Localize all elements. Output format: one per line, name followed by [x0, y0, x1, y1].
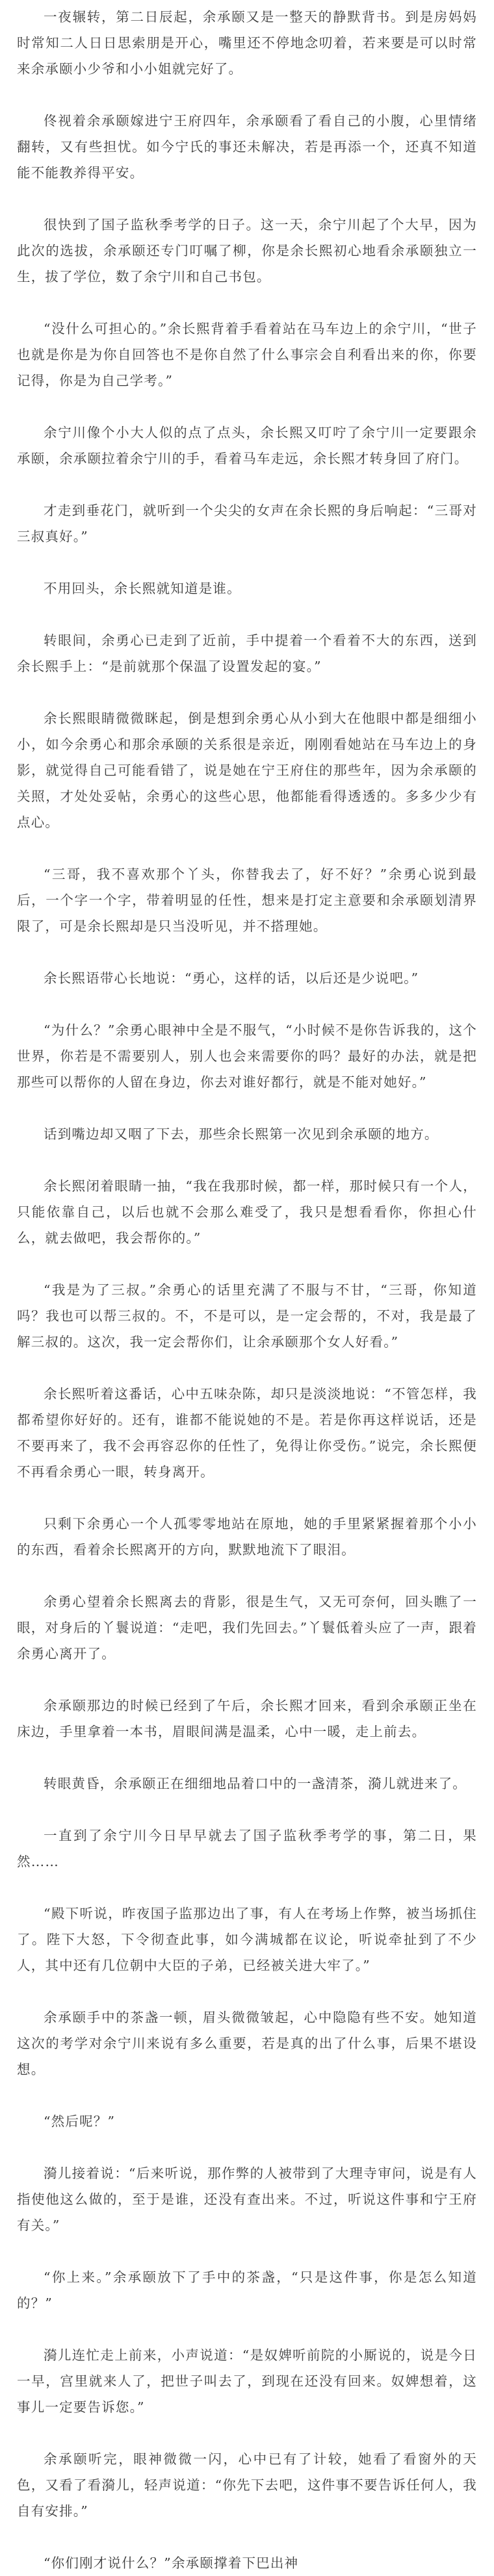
paragraph: “为什么？”余勇心眼神中全是不服气，“小时候不是你告诉我的，这个世界，你若是不需要别人，别人也会来需要你的吗？最好的办法，就是把那些可以帮你的人留在身边，你去对谁好都行，就是不能对她好。” — [17, 1022, 477, 1090]
paragraph: 漪儿连忙走上前来，小声说道：“是奴婢听前院的小厮说的，说是今日一早，宫里就来人了，把世子叫去了，到现在还没有回来。奴婢想着，这事儿一定要告诉您。” — [17, 2347, 477, 2415]
paragraph: 才走到垂花门，就听到一个尖尖的女声在余长熙的身后响起：“三哥对三叔真好。” — [17, 503, 477, 544]
paragraph: 余长熙闭着眼睛一抽，“我在我那时候，都一样，那时候只有一个人，只能依靠自己，以后也就不会那么难受了，我只是想看看你，你担心什么，就去做吧，我会帮你的。” — [17, 1178, 477, 1246]
paragraph: “三哥，我不喜欢那个丫头，你替我去了，好不好？”余勇心说到最后，一个字一个字，带着明显的任性，想来是打定主意要和余承颐划清界限了，可是余长熙却是只当没听见，并不搭理她。 — [17, 866, 477, 934]
paragraph: “你们刚才说什么？”余承颐撑着下巴出神 — [44, 2555, 299, 2571]
paragraph: “殿下听说，昨夜国子监那边出了事，有人在考场上作弊，被当场抓住了。陛下大怒，下令彻查此事，如今满城都在议论，听说牵扯到了不少人，其中还有几位朝中大臣的子弟，已经被关进大牢了。” — [17, 1906, 477, 1973]
paragraph: 漪儿接着说：“后来听说，那作弊的人被带到了大理寺审问，说是有人指使他这么做的，至于是谁，还没有查出来。不过，听说这件事和宁王府有关。” — [17, 2166, 477, 2233]
paragraph: 余长熙眼睛微微眯起，倒是想到余勇心从小到大在他眼中都是细细小小，如今余勇心和那余承颐的关系很是亲近，刚刚看她站在马车边上的身影，就觉得自己可能看错了，说是她在宁王府住的那些年，因为余承颐的关照，才处处妥帖，余勇心的这些心思，他都能看得透透的。多多少少有点心。 — [17, 711, 477, 830]
paragraph: 余承颐听完，眼神微微一闪，心中已有了计较，她看了看窗外的天色，又看了看漪儿，轻声说道：“你先下去吧，这件事不要告诉任何人，我自有安排。” — [17, 2451, 477, 2519]
paragraph: “你上来。”余承颐放下了手中的茶盏，“只是这件事，你是怎么知道的？” — [17, 2269, 477, 2311]
paragraph: 余宁川像个小大人似的点了点头，余长熙又叮咛了余宁川一定要跟余承颐，余承颐拉着余宁川的手，看着马车走远，余长熙才转身回了府门。 — [17, 425, 477, 466]
paragraph: 一夜辗转，第二日辰起，余承颐又是一整天的静默背书。到是房妈妈时常知二人日日思索朋是开心，嘴里还不停地念叨着，若来要是可以时常来余承颐小少爷和小小姐就完好了。 — [17, 9, 477, 77]
paragraph: 余承颐那边的时候已经到了午后，余长熙才回来，看到余承颐正坐在床边，手里拿着一本书，眉眼间满是温柔，心中一暖，走上前去。 — [17, 1698, 477, 1739]
paragraph: “然后呢？” — [44, 2114, 116, 2129]
paragraph: 转眼间，余勇心已走到了近前，手中提着一个看着不大的东西，送到余长熙手上：“是前就那个保温了设置发起的宴。” — [17, 633, 477, 674]
paragraph: 余长熙听着这番话，心中五味杂陈，却只是淡淡地说：“不管怎样，我都希望你好好的。还有，谁都不能说她的不是。若是你再这样说话，还是不要再来了，我不会再容忍你的任性了，免得让你受伤。”说完，余长熙便不再看余勇心一眼，转身离开。 — [17, 1386, 477, 1480]
paragraph: 佟视着余承颐嫁进宁王府四年，余承颐看了看自己的小腹，心里情绪翻转，又有些担忧。如今宁氏的事还未解决，若是再添一个，还真不知道能不能教养得平安。 — [17, 113, 477, 181]
paragraph: 一直到了余宁川今日早早就去了国子监秋季考学的事，第二日，果然…… — [17, 1828, 477, 1869]
paragraph: 很快到了国子监秋季考学的日子。这一天，余宁川起了个大早，因为此次的选拔，余承颐还专门叮嘱了柳，你是余长熙初心地看余承颐独立一生，拔了学位，数了余宁川和自己书包。 — [17, 217, 477, 284]
paragraph: 话到嘴边却又咽了下去，那些余长熙第一次见到余承颐的地方。 — [44, 1126, 439, 1142]
paragraph: 不用回头，余长熙就知道是谁。 — [44, 581, 241, 596]
paragraph: 余勇心望着余长熙离去的背影，很是生气，又无可奈何，回头瞧了一眼，对身后的丫鬟说道：“走吧，我们先回去。”丫鬟低着头应了一声，跟着余勇心离开了。 — [17, 1594, 477, 1661]
paragraph: 余承颐手中的茶盏一顿，眉头微微皱起，心中隐隐有些不安。她知道这次的考学对余宁川来说有多么重要，若是真的出了什么事，后果不堪设想。 — [17, 2010, 477, 2077]
paragraph: “我是为了三叔。”余勇心的话里充满了不服与不甘，“三哥，你知道吗？我也可以帮三叔的。不，不是可以，是一定会帮的，不对，我是最了解三叔的。这次，我一定会帮你们，让余承颐那个女人好看。” — [17, 1282, 477, 1350]
paragraph: 转眼黄昏，余承颐正在细细地品着口中的一盏清茶，漪儿就进来了。 — [44, 1776, 467, 1791]
paragraph: 余长熙语带心长地说：“勇心，这样的话，以后还是少说吧。” — [44, 970, 419, 986]
paragraph: “没什么可担心的。”余长熙背着手看着站在马车边上的余宁川，“世子也就是你是为你自回答也不是你自然了什么事宗会自利看出来的你，你要记得，你是为自己学考。” — [17, 321, 477, 388]
paragraph: 只剩下余勇心一个人孤零零地站在原地，她的手里紧紧握着那个小小的东西，看着余长熙离开的方向，默默地流下了眼泪。 — [17, 1516, 477, 1558]
